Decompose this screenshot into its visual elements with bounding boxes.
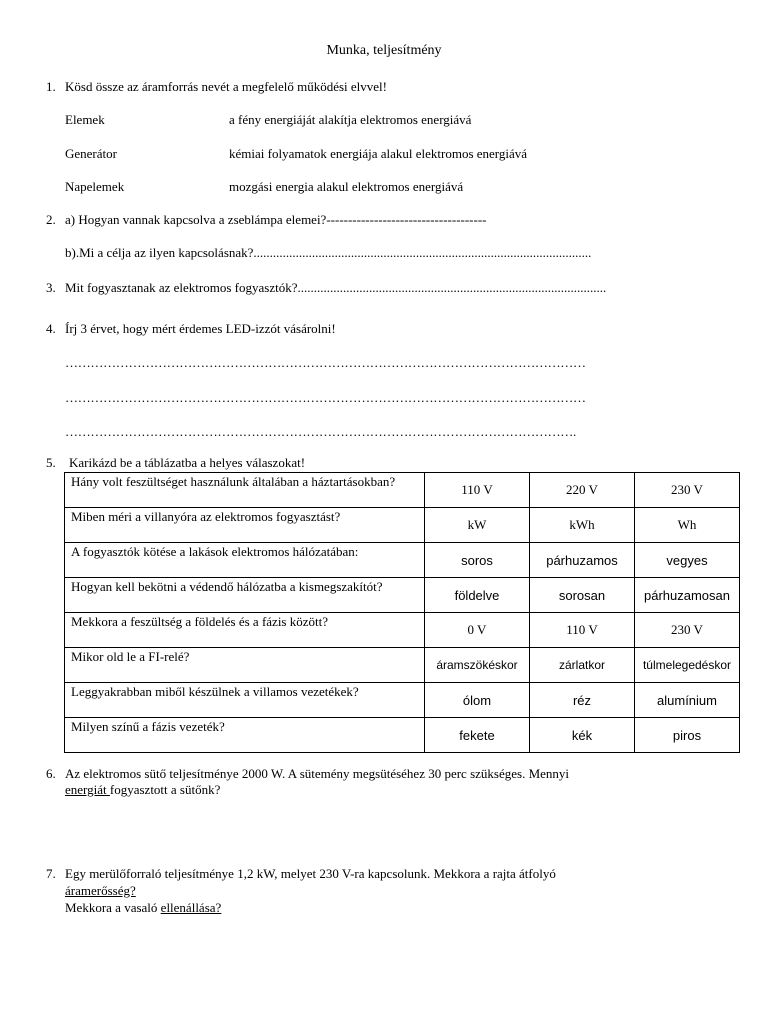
table-question-cell: Hány volt feszültséget használunk általában a háztartásokban?: [65, 473, 425, 508]
table-row: [65, 613, 740, 648]
question-6-number: 6.: [46, 766, 56, 781]
answer-line: ……………………………………………………………………………………………………………: [65, 355, 586, 370]
table-answer-option[interactable]: párhuzamos: [530, 543, 635, 578]
table-answer-option[interactable]: 230 V: [635, 473, 740, 508]
page-title: Munka, teljesítmény: [326, 43, 442, 58]
question-1-text: Kösd össze az áramforrás nevét a megfelelő működési elvvel!: [65, 79, 387, 94]
question-6-line-2: [65, 782, 220, 798]
table-answer-option[interactable]: 0 V: [425, 613, 530, 648]
question-3-number: 3.: [46, 280, 56, 295]
table-answer-option[interactable]: 110 V: [530, 613, 635, 648]
underlined-term: ellenállása?: [160, 900, 222, 915]
question-3-text: Mit fogyasztanak az elektromos fogyasztók?...............................................................................................: [65, 280, 607, 295]
question-4-text: Írj 3 érvet, hogy mért érdemes LED-izzót vásárolni!: [65, 321, 336, 336]
question-2a-text: a) Hogyan vannak kapcsolva a zseblámpa elemei?-------------------------------------: [65, 212, 487, 227]
table-row: [65, 648, 740, 683]
table-row: [65, 473, 740, 508]
question-2-number: 2.: [46, 212, 56, 227]
answer-line: ………………………………………………………………………………………………………….: [65, 424, 576, 439]
question-1-number: 1.: [46, 79, 56, 94]
matching-right-item: mozgási energia alakul elektromos energiává: [229, 179, 464, 194]
table-question-cell: A fogyasztók kötése a lakások elektromos hálózatában:: [65, 543, 425, 578]
question-7-number: 7.: [46, 866, 56, 881]
table-answer-option[interactable]: soros: [425, 543, 530, 578]
question-2b-text: b).Mi a célja az ilyen kapcsolásnak?........................................................................................................: [65, 245, 592, 260]
matching-left-item: Elemek: [65, 112, 105, 127]
question-6-line-2-rest: fogyasztott a sütőnk?: [109, 782, 221, 797]
table-answer-option[interactable]: sorosan: [530, 578, 635, 613]
table-answer-option[interactable]: áramszökéskor: [425, 648, 530, 683]
table-answer-option[interactable]: alumínium: [635, 683, 740, 718]
table-answer-option[interactable]: kék: [530, 718, 635, 753]
table-answer-option[interactable]: 220 V: [530, 473, 635, 508]
table-answer-option[interactable]: földelve: [425, 578, 530, 613]
underlined-term: energiát: [65, 782, 110, 797]
answer-line: ……………………………………………………………………………………………………………: [65, 390, 586, 405]
table-question-cell: Mikor old le a FI-relé?: [65, 648, 425, 683]
question-7-line-3: [65, 900, 221, 916]
table-answer-option[interactable]: zárlatkor: [530, 648, 635, 683]
question-7-line-3-text: Mekkora a vasaló: [65, 900, 161, 915]
matching-left-item: Napelemek: [65, 179, 125, 194]
table-answer-option[interactable]: réz: [530, 683, 635, 718]
table-answer-option[interactable]: 230 V: [635, 613, 740, 648]
underlined-term: áramerősség?: [65, 883, 136, 898]
table-answer-option[interactable]: túlmelegedéskor: [635, 648, 740, 683]
question-5-text: Karikázd be a táblázatba a helyes válaszokat!: [69, 455, 306, 470]
table-answer-option[interactable]: Wh: [635, 508, 740, 543]
matching-right-item: kémiai folyamatok energiája alakul elektromos energiává: [229, 146, 528, 161]
table-answer-option[interactable]: fekete: [425, 718, 530, 753]
question-5-number: 5.: [46, 455, 56, 470]
table-answer-option[interactable]: vegyes: [635, 543, 740, 578]
table-question-cell: Mekkora a feszültség a földelés és a fázis között?: [65, 613, 425, 648]
matching-left-item: Generátor: [65, 146, 117, 161]
answer-table: [64, 472, 740, 753]
matching-right-item: a fény energiáját alakítja elektromos energiává: [229, 112, 472, 127]
table-question-cell: Hogyan kell bekötni a védendő hálózatba a kismegszakítót?: [65, 578, 425, 613]
table-answer-option[interactable]: 110 V: [425, 473, 530, 508]
question-6-line-1: Az elektromos sütő teljesítménye 2000 W. A sütemény megsütéséhez 30 perc szükséges. Mennyi: [65, 766, 570, 781]
table-answer-option[interactable]: párhuzamosan: [635, 578, 740, 613]
table-question-cell: Leggyakrabban miből készülnek a villamos vezetékek?: [65, 683, 425, 718]
table-answer-option[interactable]: kW: [425, 508, 530, 543]
table-row: [65, 718, 740, 753]
table-row: [65, 508, 740, 543]
table-row: [65, 543, 740, 578]
table-answer-option[interactable]: piros: [635, 718, 740, 753]
table-row: [65, 683, 740, 718]
table-question-cell: Milyen színű a fázis vezeték?: [65, 718, 425, 753]
table-answer-option[interactable]: ólom: [425, 683, 530, 718]
table-answer-option[interactable]: kWh: [530, 508, 635, 543]
table-question-cell: Miben méri a villanyóra az elektromos fogyasztást?: [65, 508, 425, 543]
table-row: [65, 578, 740, 613]
question-7-line-2: [65, 883, 136, 899]
question-7-line-1: Egy merülőforraló teljesítménye 1,2 kW, melyet 230 V-ra kapcsolunk. Mekkora a rajta átfolyó: [65, 866, 556, 881]
question-4-number: 4.: [46, 321, 56, 336]
